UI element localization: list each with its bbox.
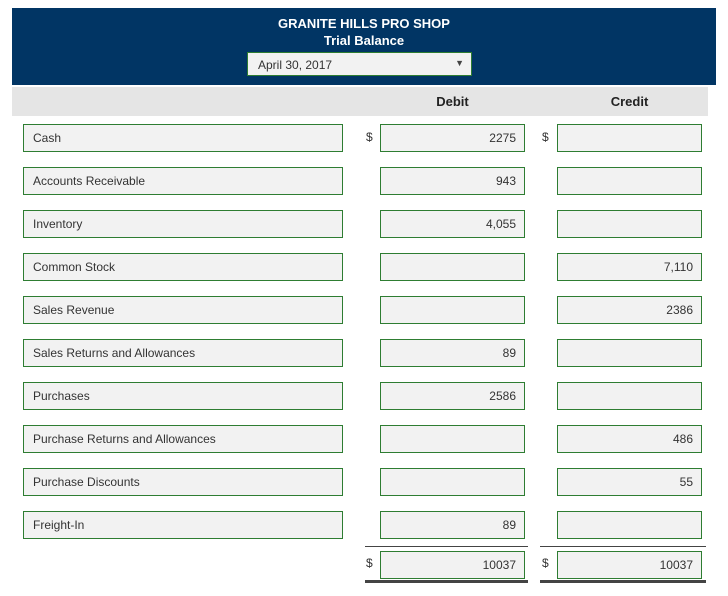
account-name-field[interactable]: Inventory (23, 210, 343, 238)
debit-amount-field[interactable]: 2275 (380, 124, 525, 152)
column-header-bar (12, 87, 708, 116)
debit-amount-field[interactable] (380, 468, 525, 496)
credit-total-currency: $ (542, 556, 549, 570)
debit-amount-field[interactable]: 943 (380, 167, 525, 195)
debit-total-rule (365, 546, 528, 547)
credit-amount-field[interactable] (557, 167, 702, 195)
debit-amount-field[interactable] (380, 296, 525, 324)
credit-total-field[interactable]: 10037 (557, 551, 702, 579)
credit-amount-field[interactable] (557, 210, 702, 238)
chevron-down-icon: ▼ (455, 58, 464, 68)
credit-amount-field[interactable] (557, 339, 702, 367)
debit-total-currency: $ (366, 556, 373, 570)
company-name: GRANITE HILLS PRO SHOP (278, 16, 450, 31)
debit-total-field[interactable]: 10037 (380, 551, 525, 579)
debit-amount-field[interactable] (380, 425, 525, 453)
trial-balance-header (12, 8, 716, 85)
credit-amount-field[interactable] (557, 511, 702, 539)
credit-amount-field[interactable] (557, 382, 702, 410)
credit-total-double-rule (540, 580, 706, 583)
debit-amount-field[interactable] (380, 253, 525, 281)
account-name-field[interactable]: Purchase Returns and Allowances (23, 425, 343, 453)
account-name-field[interactable]: Cash (23, 124, 343, 152)
debit-amount-field[interactable]: 89 (380, 511, 525, 539)
account-name-field[interactable]: Accounts Receivable (23, 167, 343, 195)
account-name-field[interactable]: Freight-In (23, 511, 343, 539)
debit-amount-field[interactable]: 89 (380, 339, 525, 367)
debit-amount-field[interactable]: 4,055 (380, 210, 525, 238)
credit-amount-field[interactable]: 55 (557, 468, 702, 496)
credit-amount-field[interactable]: 486 (557, 425, 702, 453)
credit-column-header: Credit (610, 94, 649, 109)
debit-total-double-rule (365, 580, 528, 583)
account-name-field[interactable]: Purchase Discounts (23, 468, 343, 496)
date-dropdown[interactable] (247, 52, 472, 76)
credit-currency-symbol: $ (542, 130, 549, 144)
account-name-field[interactable]: Sales Revenue (23, 296, 343, 324)
credit-total-rule (540, 546, 706, 547)
credit-amount-field[interactable]: 2386 (557, 296, 702, 324)
debit-column-header: Debit (436, 94, 469, 109)
debit-currency-symbol: $ (366, 130, 373, 144)
account-name-field[interactable]: Common Stock (23, 253, 343, 281)
account-name-field[interactable]: Sales Returns and Allowances (23, 339, 343, 367)
credit-amount-field[interactable] (557, 124, 702, 152)
credit-amount-field[interactable]: 7,110 (557, 253, 702, 281)
statement-title: Trial Balance (323, 33, 405, 48)
debit-amount-field[interactable]: 2586 (380, 382, 525, 410)
date-dropdown-value: April 30, 2017 (258, 58, 333, 72)
account-name-field[interactable]: Purchases (23, 382, 343, 410)
